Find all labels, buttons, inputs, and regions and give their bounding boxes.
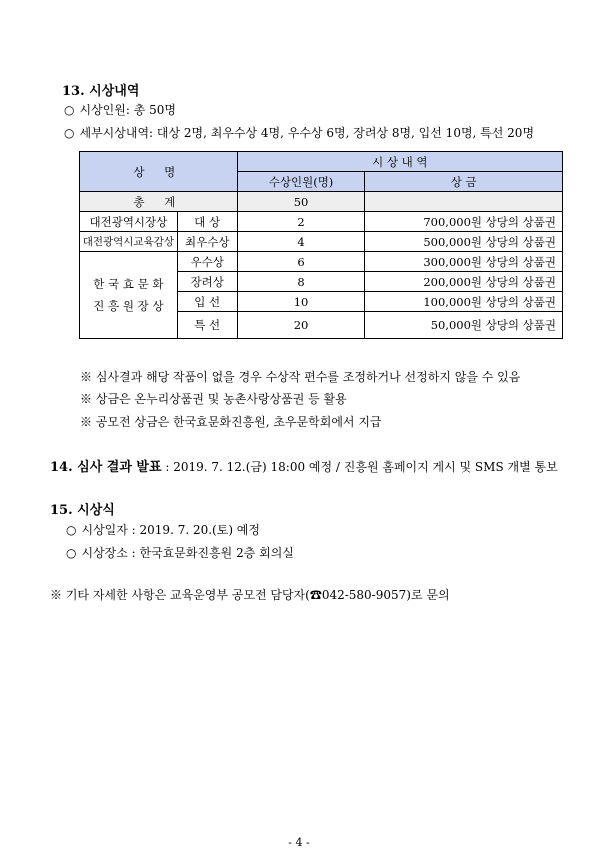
award-org: 대전광역시장상 [80,212,178,232]
note-voucher: ※ 상금은 온누리상품권 및 농촌사랑상품권 등 활용 [80,392,347,406]
winner-count: 20 [237,312,365,339]
award-name: 입 선 [177,292,237,312]
award-name: 최우수상 [177,232,237,252]
award-name: 우수상 [177,252,237,272]
award-name: 대 상 [177,212,237,232]
prize-amount: 100,000원 상당의 상품권 [365,292,563,312]
total-prize-empty [365,192,563,212]
section-14-heading: 14. 심사 결과 발표 [50,460,162,475]
award-name: 특 선 [177,312,237,339]
total-winners-line [64,101,176,118]
table-row [80,232,563,252]
ceremony-date-line [66,521,260,538]
prize-header: 상 금 [365,172,563,192]
winner-count-header: 수상인원(명) [237,172,365,192]
total-winners-text: 시상인원: 총 50명 [79,103,176,117]
award-detail-text: 세부시상내역: 대상 2명, 최우수상 4명, 우수상 6명, 장려상 8명, 입선 10명, 특선 20명 [79,126,535,140]
contact-note: ※ 기타 자세한 사항은 교육운영부 공모전 담당자(☎042-580-9057)로 문의 [50,588,450,602]
winner-count: 6 [237,252,365,272]
table-row [80,252,563,272]
section-14-text: : 2019. 7. 12.(금) 18:00 예정 / 진흥원 홈페이지 게시 및 SMS 개별 통보 [161,460,558,474]
winner-count: 8 [237,272,365,292]
winner-count: 2 [237,212,365,232]
bullet-circle-icon: ○ [64,103,75,117]
award-name-header: 상 명 [80,152,238,192]
bullet-circle-icon: ○ [66,523,77,537]
note-funding: ※ 공모전 상금은 한국효문화진흥원, 초우문학회에서 지급 [80,415,382,429]
winner-count: 4 [237,232,365,252]
total-row [80,192,563,212]
award-table [79,151,563,339]
section-15-heading: 15. 시상식 [50,503,115,518]
award-detail-line [64,124,534,141]
bullet-circle-icon: ○ [64,126,75,140]
award-details-header: 시 상 내 역 [237,152,562,172]
award-org: 한 국 효 문 화 진 흥 원 장 상 [80,252,178,339]
section-14 [50,456,558,475]
winner-count: 10 [237,292,365,312]
page-number: - 4 - [288,836,310,849]
bullet-circle-icon: ○ [66,546,77,560]
ceremony-place-line [66,544,294,561]
ceremony-place: 시상장소 : 한국효문화진흥원 2층 회의실 [81,546,294,560]
total-count: 50 [237,192,365,212]
prize-amount: 200,000원 상당의 상품권 [365,272,563,292]
total-label: 총 계 [80,192,238,212]
prize-amount: 700,000원 상당의 상품권 [365,212,563,232]
ceremony-date: 시상일자 : 2019. 7. 20.(토) 예정 [81,523,260,537]
prize-amount: 300,000원 상당의 상품권 [365,252,563,272]
award-name: 장려상 [177,272,237,292]
prize-amount: 50,000원 상당의 상품권 [365,312,563,339]
note-adjust: ※ 심사결과 해당 작품이 없을 경우 수상작 편수를 조정하거나 선정하지 않을 수 있음 [80,370,521,384]
table-row [80,212,563,232]
prize-amount: 500,000원 상당의 상품권 [365,232,563,252]
section-13-heading: 13. 시상내역 [62,84,140,99]
award-org: 대전광역시교육감상 [80,232,178,252]
